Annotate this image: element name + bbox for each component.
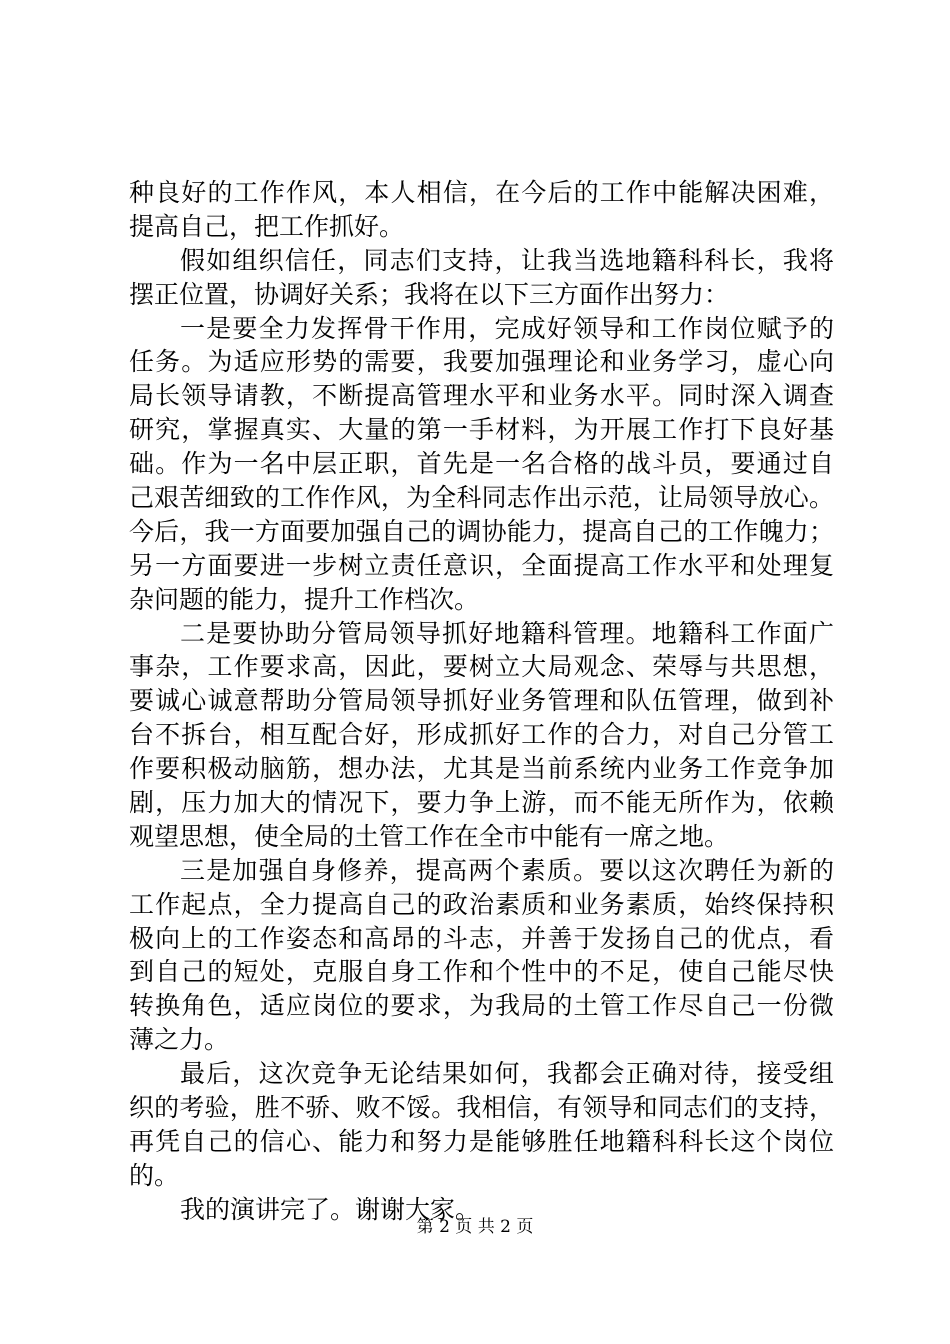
text-line: 再凭自己的信心、能力和努力是能够胜任地籍科科长这个岗位 bbox=[129, 1126, 834, 1156]
text-line: 极向上的工作姿态和高昂的斗志，并善于发扬自己的优点，看 bbox=[129, 923, 834, 953]
text-line: 最后，这次竞争无论结果如何，我都会正确对待，接受组 bbox=[180, 1059, 834, 1089]
text-line: 织的考验，胜不骄、败不馁。我相信，有领导和同志们的支持， bbox=[129, 1093, 834, 1123]
document-body bbox=[129, 176, 834, 1227]
text-line: 剧，压力加大的情况下，要力争上游，而不能无所作为，依赖 bbox=[129, 788, 834, 818]
text-line: 工作起点，全力提高自己的政治素质和业务素质，始终保持积 bbox=[129, 889, 834, 919]
text-line: 到自己的短处，克服自身工作和个性中的不足，使自己能尽快 bbox=[129, 957, 834, 987]
text-line: 我的演讲完了。谢谢大家。 bbox=[180, 1194, 481, 1224]
text-line: 另一方面要进一步树立责任意识，全面提高工作水平和处理复 bbox=[129, 550, 834, 580]
text-line: 转换角色，适应岗位的要求，为我局的土管工作尽自己一份微 bbox=[129, 991, 834, 1021]
text-line: 种良好的工作作风，本人相信，在今后的工作中能解决困难， bbox=[129, 178, 834, 207]
text-line: 假如组织信任，同志们支持，让我当选地籍科科长，我将 bbox=[180, 245, 834, 275]
text-line: 作要积极动脑筋，想办法，尤其是当前系统内业务工作竞争加 bbox=[129, 754, 834, 784]
text-line: 研究，掌握真实、大量的第一手材料，为开展工作打下良好基 bbox=[129, 415, 834, 445]
text-line: 二是要协助分管局领导抓好地籍科管理。地籍科工作面广 bbox=[180, 618, 834, 648]
text-line: 要诚心诚意帮助分管局领导抓好业务管理和队伍管理，做到补 bbox=[129, 686, 834, 716]
text-line: 薄之力。 bbox=[129, 1025, 230, 1055]
text-line: 事杂，工作要求高，因此，要树立大局观念、荣辱与共思想， bbox=[129, 652, 834, 682]
text-line: 摆正位置，协调好关系；我将在以下三方面作出努力： bbox=[129, 279, 730, 309]
text-line: 任务。为适应形势的需要，我要加强理论和业务学习，虚心向 bbox=[129, 347, 834, 377]
text-line: 局长领导请教，不断提高管理水平和业务水平。同时深入调查 bbox=[129, 381, 834, 411]
page-number-footer: 第 2 页 共 2 页 bbox=[416, 1217, 534, 1237]
text-line: 己艰苦细致的工作作风，为全科同志作出示范，让局领导放心。 bbox=[129, 483, 834, 513]
text-line: 台不拆台，相互配合好，形成抓好工作的合力，对自己分管工 bbox=[129, 720, 834, 750]
text-line: 三是加强自身修养，提高两个素质。要以这次聘任为新的 bbox=[180, 855, 834, 885]
text-line: 一是要全力发挥骨干作用，完成好领导和工作岗位赋予的 bbox=[180, 313, 834, 343]
text-line: 提高自己，把工作抓好。 bbox=[129, 211, 405, 241]
text-line: 的。 bbox=[129, 1160, 180, 1190]
text-line: 今后，我一方面要加强自己的调协能力，提高自己的工作魄力； bbox=[129, 516, 834, 546]
text-line: 础。作为一名中层正职，首先是一名合格的战斗员，要通过自 bbox=[129, 449, 834, 479]
text-line: 观望思想，使全局的土管工作在全市中能有一席之地。 bbox=[129, 821, 730, 851]
text-line: 杂问题的能力，提升工作档次。 bbox=[129, 584, 480, 614]
